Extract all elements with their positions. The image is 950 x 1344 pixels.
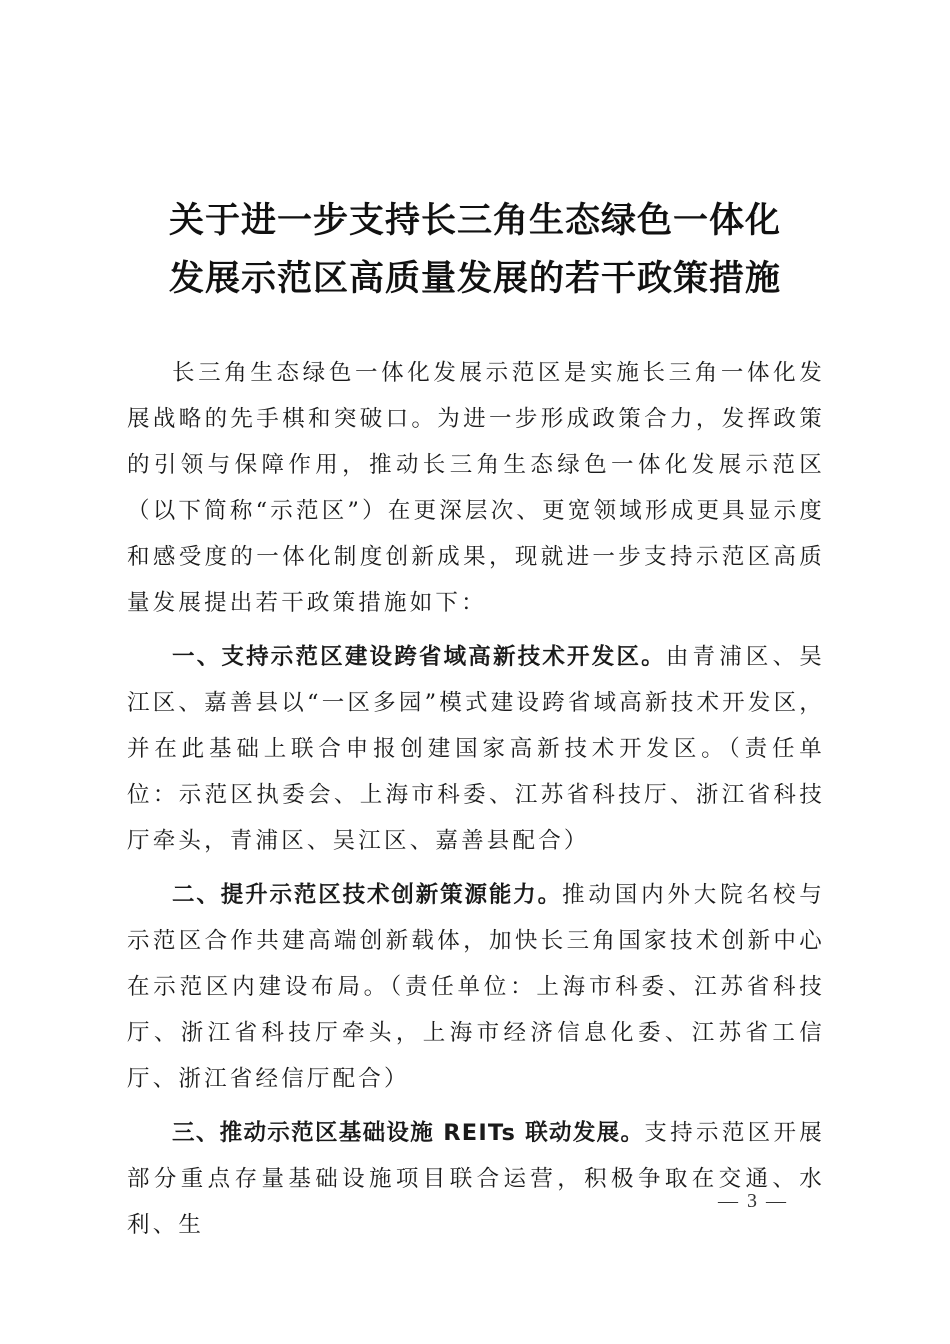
policy-item-1-text: 由青浦区、吴江区、嘉善县以“一区多园”模式建设跨省域高新技术开发区，并在此基础上联合申报创建国家高新技术开发区。（责任单位：示范区执委会、上海市科委、江苏省科技厅、浙江省科技厅牵头，青浦区、吴江区、嘉善县配合） bbox=[127, 644, 825, 854]
policy-item-1 bbox=[127, 634, 825, 864]
document-title-line-1: 关于进一步支持长三角生态绿色一体化 bbox=[168, 200, 781, 241]
page-number: — 3 — bbox=[718, 1190, 788, 1212]
policy-item-2-heading: 二、提升示范区技术创新策源能力。 bbox=[172, 882, 562, 908]
policy-item-3-text: 支持示范区开展部分重点存量基础设施项目联合运营，积极争取在交通、水利、生 bbox=[127, 1120, 825, 1238]
intro-paragraph: 长三角生态绿色一体化发展示范区是实施长三角一体化发展战略的先手棋和突破口。为进一步形成政策合力，发挥政策的引领与保障作用，推动长三角生态绿色一体化发展示范区（以下简称“示范区”）在更深层次、更宽领域形成更具显示度和感受度的一体化制度创新成果，现就进一步支持示范区高质量发展提出若干政策措施如下： bbox=[127, 360, 825, 616]
policy-item-3 bbox=[127, 1110, 825, 1248]
policy-item-2 bbox=[127, 872, 825, 1102]
policy-item-3-heading: 三、推动示范区基础设施 REITs 联动发展。 bbox=[172, 1120, 645, 1146]
document-body bbox=[127, 350, 825, 1248]
policy-item-2-text: 推动国内外大院名校与示范区合作共建高端创新载体，加快长三角国家技术创新中心在示范区内建设布局。（责任单位：上海市科委、江苏省科技厅、浙江省科技厅牵头，上海市经济信息化委、江苏省工信厅、浙江省经信厅配合） bbox=[127, 882, 825, 1092]
policy-item-1-heading: 一、支持示范区建设跨省域高新技术开发区。 bbox=[172, 644, 666, 670]
document-title-line-2: 发展示范区高质量发展的若干政策措施 bbox=[168, 258, 781, 299]
